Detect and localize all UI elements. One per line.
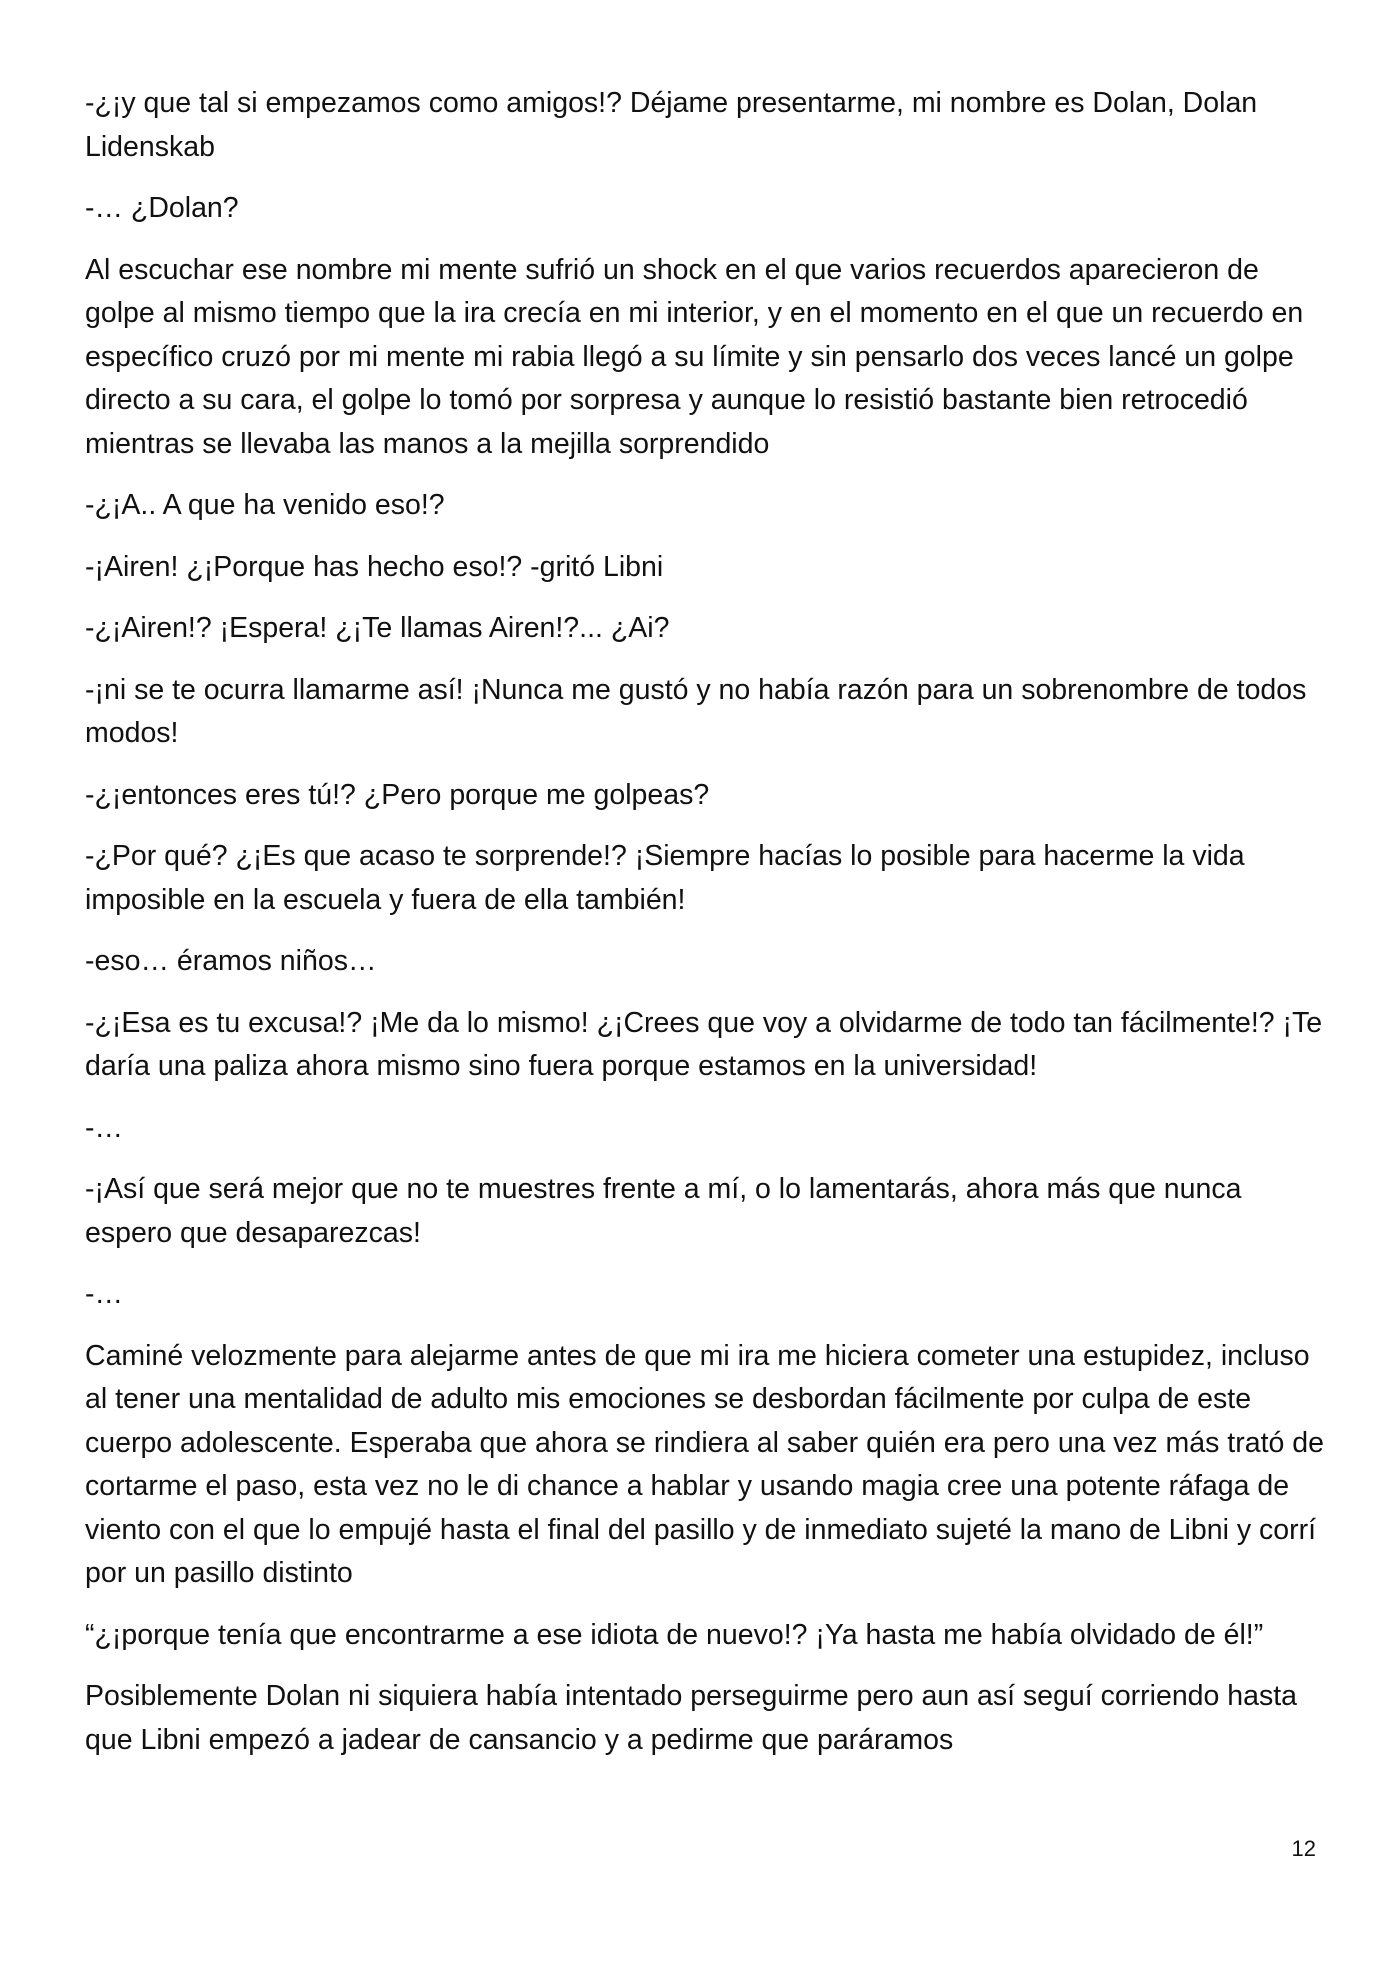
paragraph-8: -¿¡entonces eres tú!? ¿Pero porque me golpeas? bbox=[85, 778, 710, 811]
paragraph-14: -… bbox=[85, 1278, 123, 1310]
page-number: 12 bbox=[1291, 1836, 1316, 1861]
paragraph-17: Posiblemente Dolan ni siquiera había intentado perseguirme pero aun así seguí corriendo hasta que Libni empezó a jadear de cansancio y a pedirme que paráramos bbox=[85, 1680, 1298, 1756]
paragraph-12: -… bbox=[85, 1111, 123, 1144]
paragraph-10: -eso… éramos niños… bbox=[85, 945, 377, 977]
paragraph-15: Caminé velozmente para alejarme antes de que mi ira me hiciera cometer una estupidez, incluso al tener una mentalidad de adulto mis emociones se desbordan fácilmente por culpa de este cuerpo adolescente. Esperaba que ahora se rindiera al saber quién era pero una vez más trató de cortarme el paso, esta vez no le di chance a hablar y usando magia cree una potente ráfaga de viento con el que lo empujé hasta el final del pasillo y de inmediato sujeté la mano de Libni y corrí por un pasillo distinto bbox=[85, 1339, 1324, 1589]
paragraph-6: -¿¡Airen!? ¡Espera! ¿¡Te llamas Airen!?... ¿Ai? bbox=[85, 612, 670, 644]
paragraph-2: -… ¿Dolan? bbox=[85, 192, 239, 224]
paragraph-9: -¿Por qué? ¿¡Es que acaso te sorprende!? ¡Siempre hacías lo posible para hacerme la vida imposible en la escuela y fuera de ella también! bbox=[85, 840, 1245, 916]
paragraph-1: -¿¡y que tal si empezamos como amigos!? Déjame presentarme, mi nombre es Dolan, Dolan Lidenskab bbox=[85, 87, 1258, 163]
paragraph-4: -¿¡A.. A que ha venido eso!? bbox=[85, 489, 445, 521]
paragraph-11: -¿¡Esa es tu excusa!? ¡Me da lo mismo! ¿¡Crees que voy a olvidarme de todo tan fácilmente!? ¡Te daría una paliza ahora mismo sino fuera porque estamos en la universidad! bbox=[85, 1006, 1323, 1082]
paragraph-3: Al escuchar ese nombre mi mente sufrió un shock en el que varios recuerdos aparecieron de golpe al mismo tiempo que la ira crecía en mi interior, y en el momento en el que un recuerdo en específico cruzó por mi mente mi rabia llegó a su límite y sin pensarlo dos veces lancé un golpe directo a su cara, el golpe lo tomó por sorpresa y aunque lo resistió bastante bien retrocedió mientras se llevaba las manos a la mejilla sorprendido bbox=[85, 253, 1304, 460]
paragraph-16: “¿¡porque tenía que encontrarme a ese idiota de nuevo!? ¡Ya hasta me había olvidado de él!” bbox=[85, 1618, 1264, 1651]
paragraph-13: -¡Así que será mejor que no te muestres frente a mí, o lo lamentarás, ahora más que nunca espero que desaparezcas! bbox=[85, 1173, 1242, 1249]
document-body bbox=[85, 82, 1325, 1780]
paragraph-7: -¡ni se te ocurra llamarme así! ¡Nunca me gustó y no había razón para un sobrenombre de todos modos! bbox=[85, 673, 1307, 749]
paragraph-5: -¡Airen! ¿¡Porque has hecho eso!? -gritó Libni bbox=[85, 550, 664, 583]
